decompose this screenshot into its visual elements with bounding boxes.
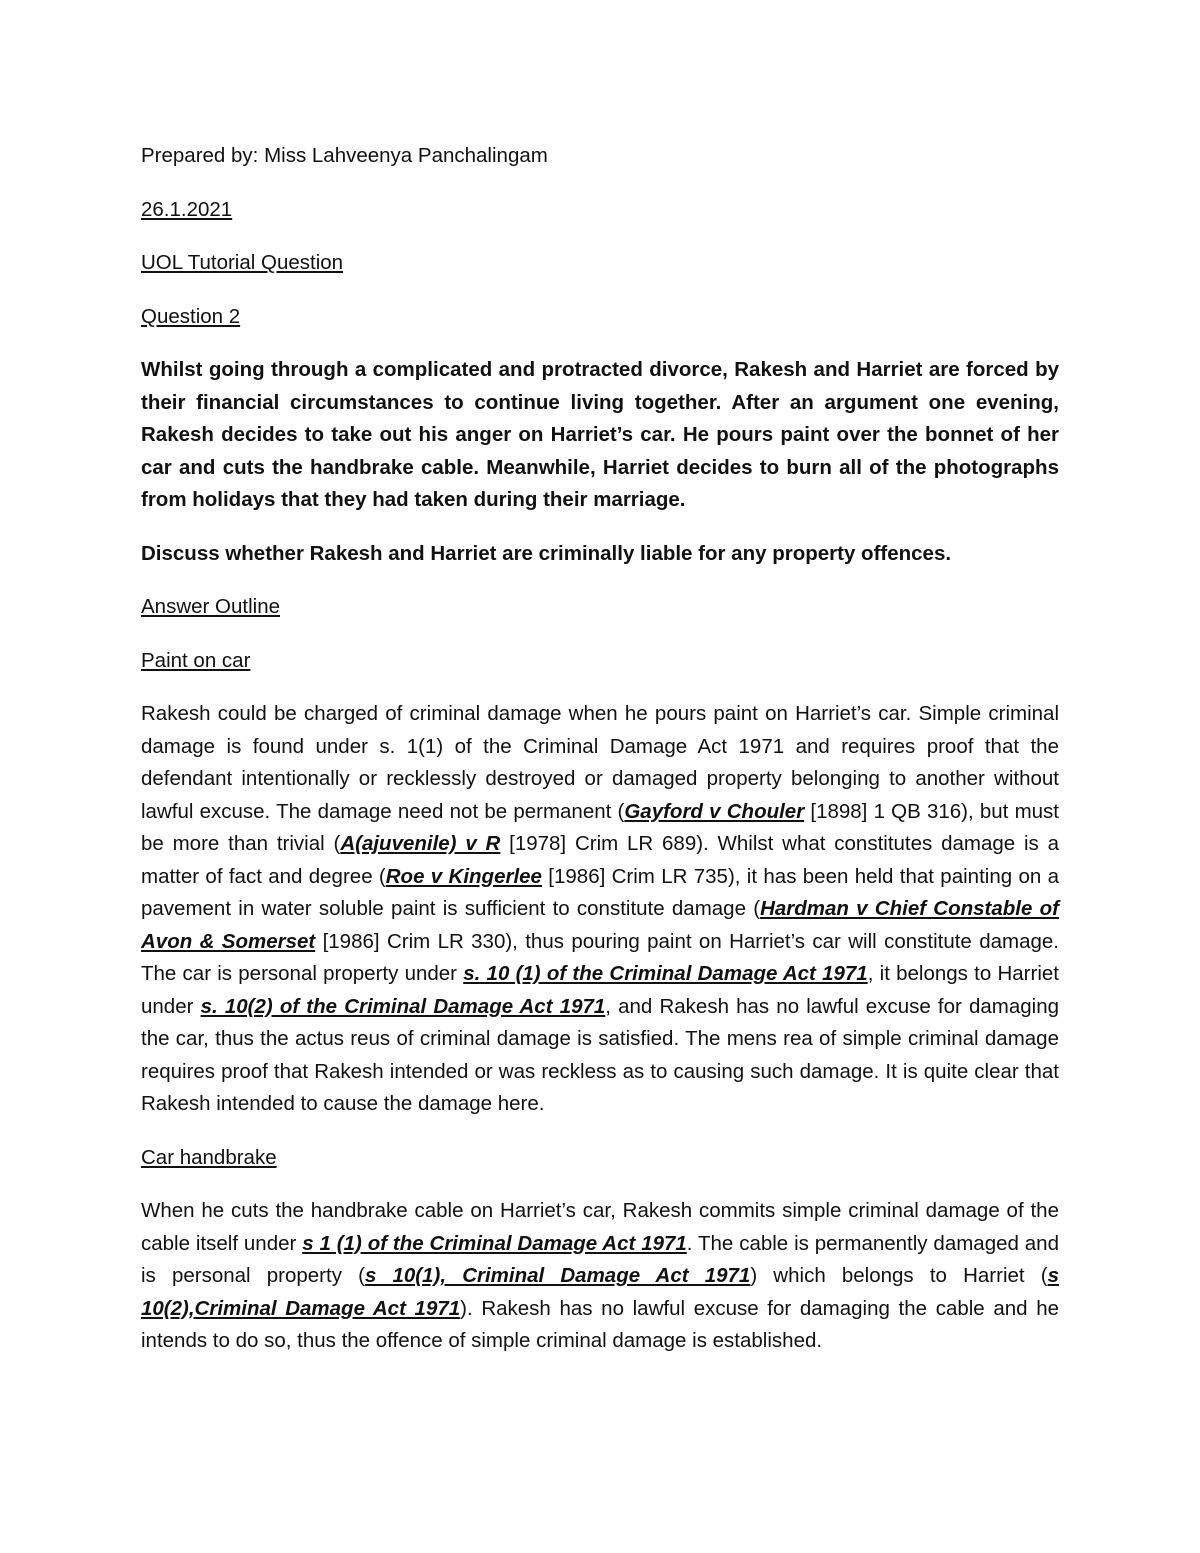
statute-citation: s. 10 (1) of the Criminal Damage Act 1971 xyxy=(463,962,868,985)
document-page xyxy=(141,140,1059,1379)
section-heading-handbrake xyxy=(141,1142,1059,1175)
statute-citation: s 10(2),Criminal Damage Act 1971 xyxy=(141,1264,1059,1320)
section-heading-handbrake-text: Car handbrake xyxy=(141,1145,277,1169)
text-run: When he cuts the handbrake cable on Harriet’s car, Rakesh commits simple criminal damage of the cable itself under xyxy=(141,1199,1059,1255)
text-run: . The cable is permanently damaged and is personal property ( xyxy=(141,1231,1059,1287)
text-run: , it belongs to Harriet under xyxy=(141,962,1059,1018)
text-run: [1986] Crim LR 330), thus pouring paint on Harriet’s car will constitute damage. The car is personal property under xyxy=(141,929,1059,985)
case-citation: A(ajuvenile) v R xyxy=(340,832,501,855)
text-run: [1978] Crim LR 689). Whilst what constitutes damage is a matter of fact and degree ( xyxy=(141,832,1059,888)
date-text: 26.1.2021 xyxy=(141,197,233,221)
text-run: [1986] Crim LR 735), it has been held that painting on a pavement in water soluble paint is sufficient to constitute damage ( xyxy=(141,864,1059,920)
statute-citation: s. 10(2) of the Criminal Damage Act 1971 xyxy=(200,994,606,1018)
title-text: UOL Tutorial Question xyxy=(141,251,344,274)
paragraph-paint-on-car xyxy=(141,698,1059,1121)
question-label-text: Question 2 xyxy=(141,304,241,328)
statute-citation: s 1 (1) of the Criminal Damage Act 1971 xyxy=(302,1231,687,1255)
case-citation: Roe v Kingerlee xyxy=(385,864,542,888)
case-citation: Hardman v Chief Constable of Avon & Somerset xyxy=(141,897,1059,953)
text-run: ) which belongs to Harriet ( xyxy=(750,1264,1048,1287)
answer-heading xyxy=(141,591,1059,624)
question-label xyxy=(141,301,1059,334)
answer-heading-text: Answer Outline xyxy=(141,595,281,618)
document-date xyxy=(141,194,1059,227)
text-run: [1898] 1 QB 316), but must be more than trivial ( xyxy=(141,799,1059,855)
case-citation: Gayford v Chouler xyxy=(624,799,805,823)
text-run: Rakesh could be charged of criminal damage when he pours paint on Harriet’s car. Simple criminal damage is found under s. 1(1) of the Criminal Damage Act 1971 and requires proof that the defendant intentionally or recklessly destroyed or damaged property belonging to another without lawful excuse. The damage need not be permanent ( xyxy=(141,702,1059,823)
statute-citation: s 10(1), Criminal Damage Act 1971 xyxy=(364,1264,751,1287)
text-run: ). Rakesh has no lawful excuse for damaging the cable and he intends to do so, thus the offence of simple criminal damage is established. xyxy=(141,1296,1060,1352)
section-heading-paint-text: Paint on car xyxy=(141,648,251,672)
paragraph-car-handbrake xyxy=(141,1195,1059,1358)
text-run: , and Rakesh has no lawful excuse for damaging the car, thus the actus reus of criminal damage is satisfied. The mens rea of simple criminal damage requires proof that Rakesh intended or was reckless as to causing such damage. It is quite clear that Rakesh intended to cause the damage here. xyxy=(141,994,1059,1115)
document-title xyxy=(141,247,1059,280)
section-heading-paint xyxy=(141,645,1059,678)
question-instruction: Discuss whether Rakesh and Harriet are criminally liable for any property offences. xyxy=(141,541,952,565)
prepared-by-line: Prepared by: Miss Lahveenya Panchalingam xyxy=(141,144,548,167)
question-text: Whilst going through a complicated and protracted divorce, Rakesh and Harriet are forced by their financial circumstances to continue living together. After an argument one evening, Rakesh decides to take out his anger on Harriet’s car. He pours paint over the bonnet of her car and cuts the handbrake cable. Meanwhile, Harriet decides to burn all of the photographs from holidays that they had taken during their marriage. xyxy=(141,358,1059,511)
